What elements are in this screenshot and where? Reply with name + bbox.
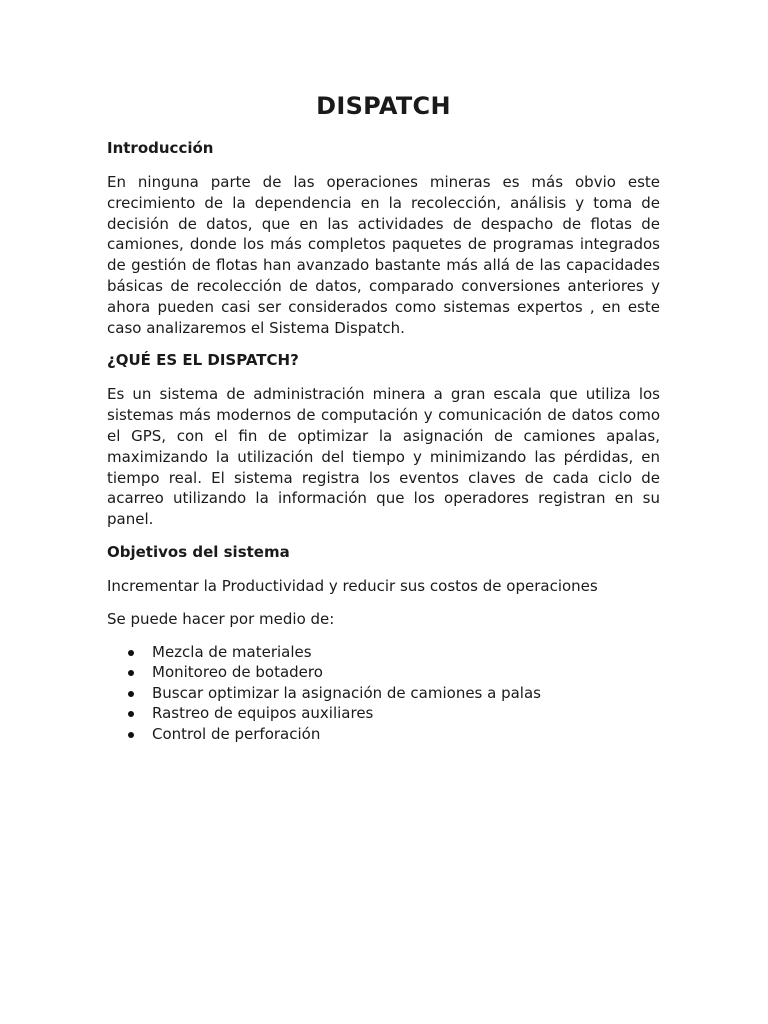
list-item bbox=[152, 683, 660, 704]
list-item bbox=[152, 642, 660, 663]
bullet-icon bbox=[128, 670, 134, 676]
list-item-text: Rastreo de equipos auxiliares bbox=[152, 704, 374, 723]
bullet-icon bbox=[128, 650, 134, 656]
objectives-bullet-list bbox=[107, 642, 660, 745]
list-item bbox=[152, 703, 660, 724]
definition-paragraph: Es un sistema de administración minera a gran escala que utiliza los sistemas más modernos de computación y comunicación de datos como el GPS, con el fin de optimizar la asignación de camiones apalas, maximizando la utilización del tiempo y minimizando las pérdidas, en tiempo real. El sistema registra los eventos claves de cada ciclo de acarreo utilizando la información que los operadores registran en su panel. bbox=[107, 385, 660, 529]
means-paragraph: Se puede hacer por medio de: bbox=[107, 609, 335, 628]
intro-paragraph: En ninguna parte de las operaciones mineras es más obvio este crecimiento de la dependencia en la recolección, análisis y toma de decisión de datos, que en las actividades de despacho de flotas de camiones, donde los más completos paquetes de programas integrados de gestión de flotas han avanzado bastante más allá de las capacidades básicas de recolección de datos, comparado conversiones anteriores y ahora pueden casi ser considerados como sistemas expertos , en este caso analizaremos el Sistema Dispatch. bbox=[107, 173, 660, 337]
list-item bbox=[152, 724, 660, 745]
document-page bbox=[107, 90, 660, 745]
bullet-icon bbox=[128, 711, 134, 717]
section-heading-introduccion: Introducción bbox=[107, 139, 214, 157]
list-item-text: Monitoreo de botadero bbox=[152, 663, 323, 682]
list-item-text: Buscar optimizar la asignación de camiones a palas bbox=[152, 683, 541, 702]
list-item bbox=[152, 662, 660, 683]
section-heading-que-es: ¿QUÉ ES EL DISPATCH? bbox=[107, 351, 299, 370]
bullet-icon bbox=[128, 732, 134, 738]
list-item-text: Mezcla de materiales bbox=[152, 642, 312, 661]
bullet-icon bbox=[128, 691, 134, 697]
list-item-text: Control de perforación bbox=[152, 724, 321, 743]
document-title: DISPATCH bbox=[316, 92, 451, 120]
section-heading-objetivos: Objetivos del sistema bbox=[107, 542, 290, 561]
objective-paragraph: Incrementar la Productividad y reducir sus costos de operaciones bbox=[107, 576, 598, 595]
